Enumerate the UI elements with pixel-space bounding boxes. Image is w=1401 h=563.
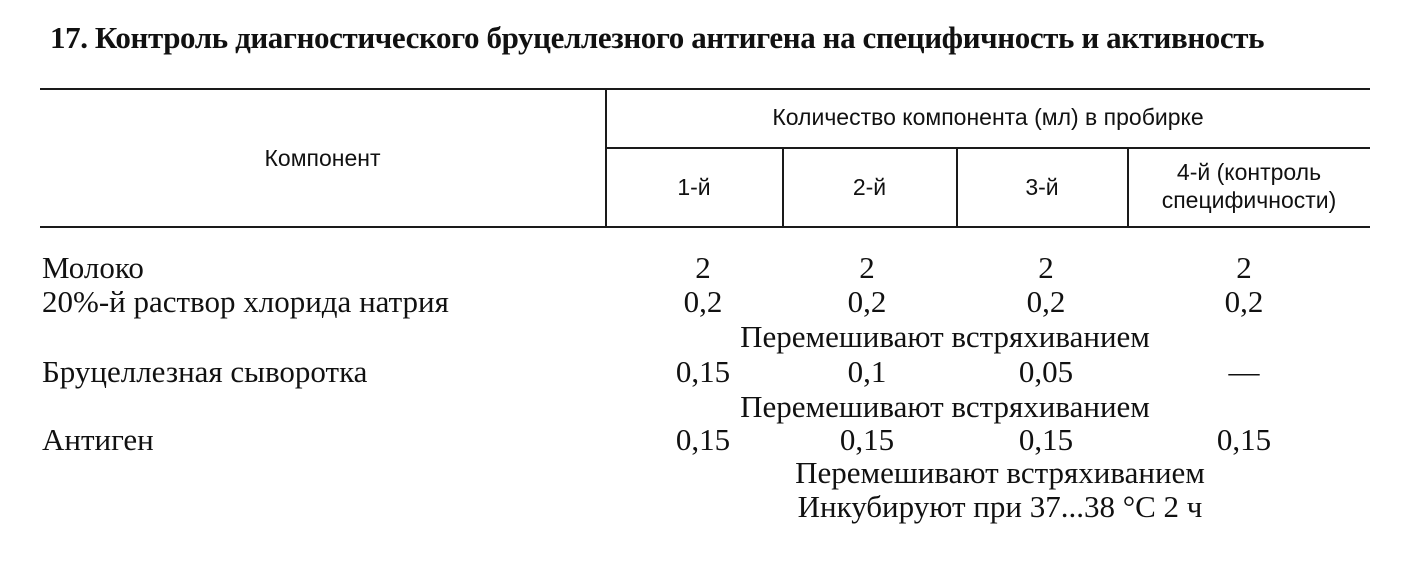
row-antigen-tube-3: 0,15 xyxy=(1018,422,1074,457)
header-tube-4-line-2: специфичности) xyxy=(1161,187,1337,213)
row-milk-tube-1: 2 xyxy=(695,250,711,285)
row-milk-tube-2: 2 xyxy=(859,250,875,285)
row-antigen-tube-1: 0,15 xyxy=(675,422,731,457)
table-title: 17. Контроль диагностического бруцеллезного антигена на специфичность и активность xyxy=(50,20,1265,55)
header-tube-3: 3-й xyxy=(1025,174,1059,200)
row-sodium-chloride-tube-2: 0,2 xyxy=(847,284,887,319)
header-quantity: Количество компонента (мл) в пробирке xyxy=(772,104,1204,130)
table-top-rule xyxy=(40,88,1370,90)
row-label-milk: Молоко xyxy=(42,250,144,285)
header-tube-1: 1-й xyxy=(677,174,711,200)
header-component: Компонент xyxy=(264,145,381,171)
row-brucella-serum-tube-4: — xyxy=(1228,354,1260,389)
row-label-brucella-serum: Бруцеллезная сыворотка xyxy=(42,354,368,389)
row-brucella-serum-tube-1: 0,15 xyxy=(675,354,731,389)
row-sodium-chloride-tube-1: 0,2 xyxy=(683,284,723,319)
header-tube-4-line-1: 4-й (контроль xyxy=(1176,159,1322,185)
row-label-antigen: Антиген xyxy=(42,422,154,457)
header-tube-2: 2-й xyxy=(852,174,887,200)
row-antigen-tube-4: 0,15 xyxy=(1216,422,1272,457)
note-mix-2: Перемешивают встряхиванием xyxy=(740,389,1150,424)
row-sodium-chloride-tube-4: 0,2 xyxy=(1224,284,1264,319)
header-sub-rule xyxy=(606,147,1370,149)
row-sodium-chloride-tube-3: 0,2 xyxy=(1026,284,1066,319)
row-milk-tube-4: 2 xyxy=(1236,250,1252,285)
note-mix-3: Перемешивают встряхиванием xyxy=(795,455,1205,490)
row-label-sodium-chloride: 20%-й раствор хлорида натрия xyxy=(42,284,449,319)
row-milk-tube-3: 2 xyxy=(1038,250,1054,285)
note-incubate: Инкубируют при 37...38 °С 2 ч xyxy=(797,489,1203,524)
row-brucella-serum-tube-2: 0,1 xyxy=(847,354,887,389)
row-antigen-tube-2: 0,15 xyxy=(839,422,895,457)
row-brucella-serum-tube-3: 0,05 xyxy=(1018,354,1074,389)
note-mix-1: Перемешивают встряхиванием xyxy=(740,319,1150,354)
header-bottom-rule xyxy=(40,226,1370,228)
